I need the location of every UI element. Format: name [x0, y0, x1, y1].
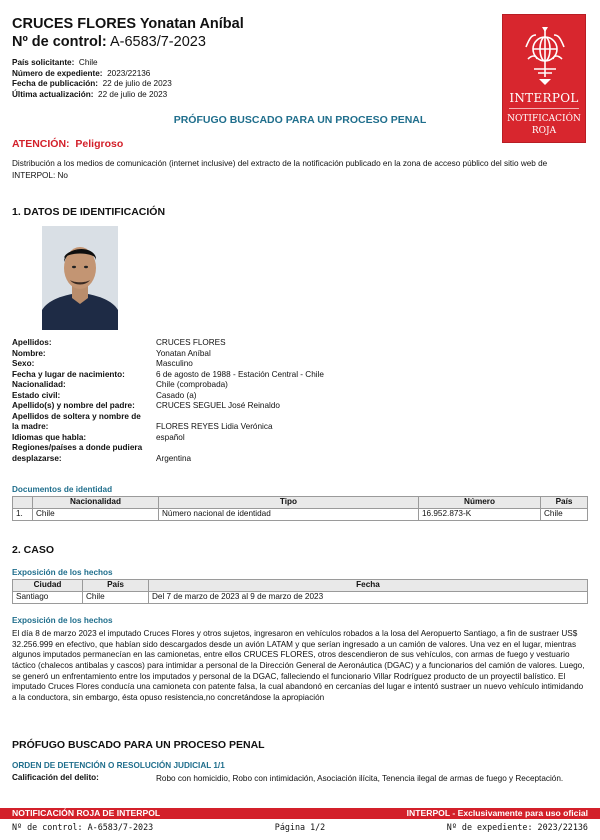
table-header-row — [13, 580, 588, 592]
column-header: Nacionalidad — [33, 497, 159, 509]
section-case-title: 2. CASO — [12, 544, 55, 556]
meta-row: Fecha de publicación: 22 de julio de 2023 — [12, 79, 172, 89]
field-row: Fecha y lugar de nacimiento: 6 de agosto de 1988 - Estación Central - Chile — [12, 369, 324, 379]
logo-name: INTERPOL — [509, 91, 579, 105]
meta-row: Número de expediente: 2023/22136 — [12, 68, 151, 78]
control-number — [12, 34, 206, 51]
footer-control: Nº de control: A-6583/7-2023 — [12, 821, 154, 832]
subject-name: CRUCES FLORES Yonatan Aníbal — [12, 16, 244, 32]
column-header-index — [13, 497, 33, 509]
field-row: Nacionalidad: Chile (comprobada) — [12, 380, 228, 389]
identity-docs-title: Documentos de identidad — [12, 485, 113, 494]
table-cell: Del 7 de marzo de 2023 al 9 de marzo de 2023 — [149, 592, 588, 604]
table-cell: 16.952.873-K — [419, 509, 541, 521]
facts-title: Exposición de los hechos — [12, 616, 113, 625]
offence-value: Robo con homicidio, Robo con intimidación, Asociación ilícita, Tenencia ilegal de armas de fuego y Receptación. — [156, 774, 564, 783]
column-header: Ciudad — [13, 580, 83, 592]
column-header: Número — [419, 497, 541, 509]
table-cell: Número nacional de identidad — [159, 509, 419, 521]
footer-line — [0, 819, 600, 836]
exposure-table — [12, 579, 588, 604]
section-wanted-title: PRÓFUGO BUSCADO PARA UN PROCESO PENAL — [12, 739, 265, 751]
facts-text: El día 8 de marzo 2023 el imputado Cruces Flores y otros sujetos, ingresaron en vehículos robados a la losa del Aeropuerto Santiago, a fin de sustraer US$ 32.256.999 en efectivo, que habían sido descargados desde un avión LATAM y que serían ingresado a un camión de valores. Una vez en el lugar, mientras algunos imputados permanecían en las camionetas, entre ellos CRUCES FLORES, otros descendieron de sus vehículos, con armas de fuego y vestuario táctico (chalecos antibalas y cascos) para intimidar a personal de la Dirección General de Aeronáutica (DGAC) y a funcionarios del camión de valores. Luego, se generó un enfrentamiento entre los imputados y personal de la DGAC, falleciendo el funcionario Villar Rodríguez producto de un proyectil balístico. El imputado Cruces Flores conducía una camioneta con patente falsa, la cual abandonó en cercanías del lugar e intentó sustraer un nuevo vehículo intimidando a la conductora, sin embargo, ésta opuso resistencia,no concretándose la apropiación — [12, 629, 585, 702]
subject-photo — [42, 226, 118, 330]
table-cell: Santiago — [13, 592, 83, 604]
footer-page: Página 1/2 — [274, 821, 326, 832]
identification-fields — [12, 338, 432, 464]
logo-divider — [509, 108, 579, 109]
distribution-note: Distribución a los medios de comunicación (internet inclusive) del extracto de la notificación publicado en la zona de acceso público del sitio web de INTERPOL: No — [12, 159, 548, 180]
field-row: Apellido(s) y nombre del padre: CRUCES SEGUEL José Reinaldo — [12, 401, 280, 410]
control-label: Nº de control: — [12, 34, 107, 50]
table-cell: Chile — [541, 509, 588, 521]
column-header: País — [541, 497, 588, 509]
column-header: Fecha — [149, 580, 588, 592]
footer-bar — [0, 808, 600, 819]
meta-row: País solicitante: Chile — [12, 58, 98, 67]
warning-atencion: ATENCIÓN: Peligroso — [12, 138, 124, 150]
table-cell: Chile — [33, 509, 159, 521]
field-row: Apellidos: CRUCES FLORES — [12, 338, 226, 347]
field-row: Idiomas que habla: español — [12, 432, 185, 442]
control-value: A-6583/7-2023 — [109, 34, 206, 50]
column-header: Tipo — [159, 497, 419, 509]
offence-row — [12, 773, 588, 785]
order-title: ORDEN DE DETENCIÓN O RESOLUCIÓN JUDICIAL 1/1 — [12, 761, 225, 770]
table-cell: 1. — [13, 509, 33, 521]
field-row: Nombre: Yonatan Aníbal — [12, 348, 211, 358]
exposure-title: Exposición de los hechos — [12, 568, 113, 577]
field-row: Estado civil: Casado (a) — [12, 390, 197, 400]
logo-subtitle: NOTIFICACIÓN ROJA — [507, 114, 581, 137]
page-footer — [0, 808, 600, 836]
footer-notice-label: NOTIFICACIÓN ROJA DE INTERPOL — [12, 807, 161, 818]
field-row: Apellidos de soltera y nombre de la madre: FLORES REYES Lidia Verónica — [12, 411, 273, 431]
table-row — [13, 509, 588, 521]
offence-label: Calificación del delito: — [12, 773, 99, 782]
table-header-row — [13, 497, 588, 509]
portrait-image — [42, 226, 118, 330]
interpol-emblem-icon — [522, 25, 568, 87]
field-row: Sexo: Masculino — [12, 359, 193, 368]
notice-heading: PRÓFUGO BUSCADO PARA UN PROCESO PENAL — [173, 114, 427, 126]
table-cell: Chile — [83, 592, 149, 604]
notice-meta — [12, 58, 172, 101]
identity-docs-table — [12, 496, 588, 521]
column-header: País — [83, 580, 149, 592]
footer-expediente: Nº de expediente: 2023/22136 — [446, 821, 588, 832]
footer-official-use: INTERPOL - Exclusivamente para uso oficial — [406, 807, 588, 818]
section-identification-title: 1. DATOS DE IDENTIFICACIÓN — [12, 206, 166, 218]
meta-row: Última actualización: 22 de julio de 2023 — [12, 89, 168, 99]
field-row: Regiones/países a donde pudiera desplazarse: Argentina — [12, 443, 192, 463]
table-row — [13, 592, 588, 604]
